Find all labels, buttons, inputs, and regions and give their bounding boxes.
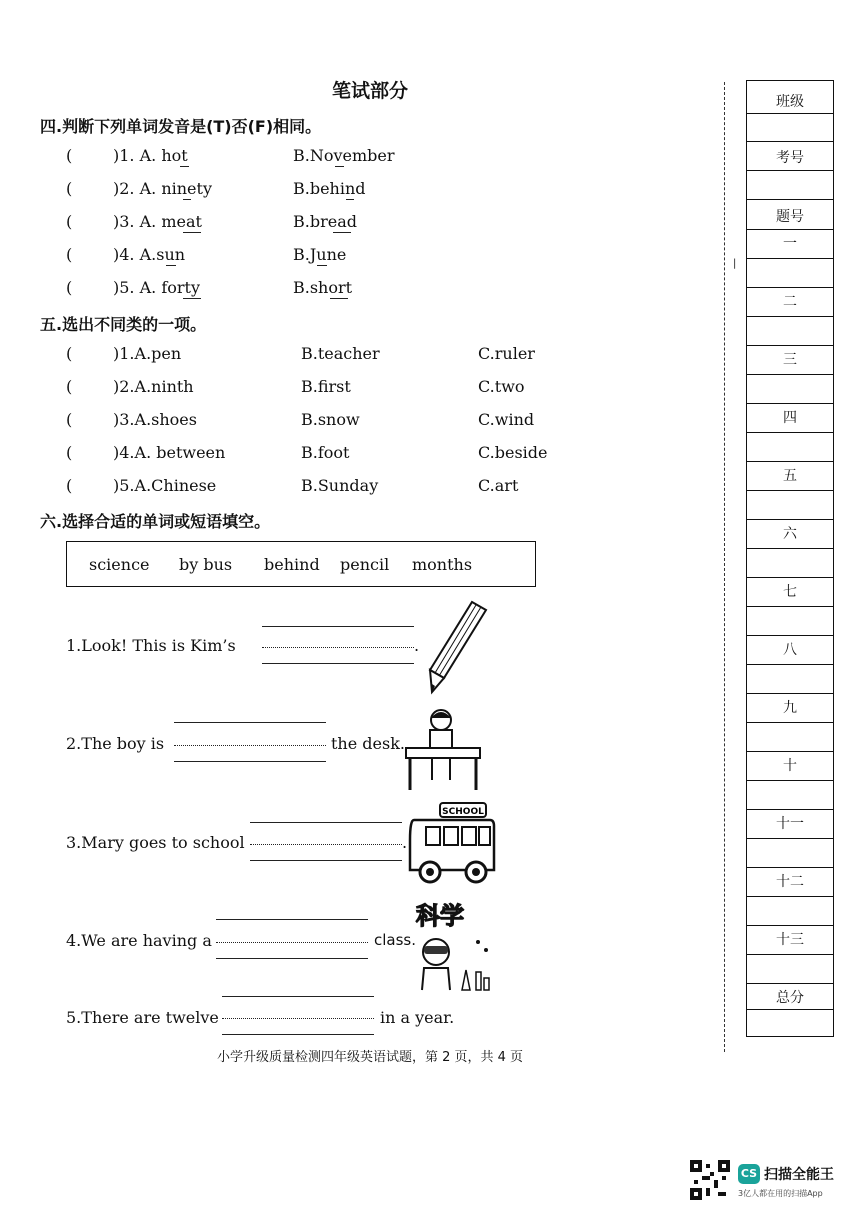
table-rule: [747, 113, 833, 114]
q5-text: 5.There are twelve: [66, 1008, 219, 1027]
s5-item-5-c: C.art: [478, 476, 519, 495]
table-rule: [747, 258, 833, 259]
answer-paren: (: [66, 476, 73, 495]
school-bus-illustration: [406, 800, 498, 886]
answer-paren: (: [66, 344, 73, 363]
s4-item-1-b: B.November: [293, 146, 395, 165]
s5-item-1-b: B.teacher: [301, 344, 380, 363]
answer-paren: (: [66, 443, 73, 462]
s4-item-4-a: )4. A.sun: [113, 245, 186, 264]
s4-item-2-b: B.behind: [293, 179, 366, 198]
s5-item-4-c: C.beside: [478, 443, 548, 462]
label-exam-number: 考号: [776, 150, 804, 166]
table-rule: [747, 809, 833, 810]
answer-line: [216, 919, 368, 920]
period: .: [414, 636, 420, 655]
label-q11: 十一: [776, 816, 804, 832]
answer-blank-4[interactable]: [216, 942, 368, 943]
table-rule: [747, 867, 833, 868]
scanner-app-name: 扫描全能王: [764, 1167, 834, 1183]
letter-underline: [166, 265, 176, 266]
table-rule: [747, 461, 833, 462]
q5-text-end: in a year.: [380, 1008, 455, 1027]
score-table: [746, 80, 834, 1037]
table-rule: [747, 577, 833, 578]
table-rule: [747, 751, 833, 752]
letter-underline: [317, 265, 327, 266]
s5-item-1-c: C.ruler: [478, 344, 535, 363]
qr-code-icon: [690, 1160, 730, 1200]
binding-line: [724, 82, 725, 1052]
table-rule: [747, 345, 833, 346]
table-rule: [747, 403, 833, 404]
section-4-heading: 四.判断下列单词发音是(T)否(F)相同。: [40, 117, 322, 136]
s5-item-5-b: B.Sunday: [301, 476, 379, 495]
letter-underline: [330, 298, 348, 299]
answer-line: [216, 958, 368, 959]
table-rule: [747, 693, 833, 694]
answer-blank-3[interactable]: [250, 844, 402, 845]
s4-item-5-b: B.short: [293, 278, 353, 297]
table-rule: [747, 374, 833, 375]
bus-sign-text: SCHOOL: [442, 807, 484, 817]
label-question-number: 题号: [776, 209, 804, 225]
q1-text: 1.Look! This is Kim’s: [66, 636, 236, 655]
q2-text: 2.The boy is: [66, 734, 165, 753]
letter-underline: [183, 199, 191, 200]
label-total: 总分: [776, 990, 804, 1006]
s4-item-2-a: )2. A. ninety: [113, 179, 212, 198]
table-rule: [747, 635, 833, 636]
q4-text: 4.We are having a: [66, 931, 212, 950]
letter-underline: [180, 166, 189, 167]
word-bank-item: by bus: [179, 555, 233, 574]
word-bank-item: behind: [264, 555, 320, 574]
table-rule: [747, 664, 833, 665]
label-q8: 八: [783, 642, 797, 658]
s5-item-4-a: )4.A. between: [113, 443, 226, 462]
s4-item-3-b: B.bread: [293, 212, 357, 231]
label-q3: 三: [783, 352, 797, 368]
letter-underline: [183, 298, 201, 299]
s5-item-2-a: )2.A.ninth: [113, 377, 194, 396]
table-rule: [747, 606, 833, 607]
s5-item-4-b: B.foot: [301, 443, 350, 462]
section-6-heading: 六.选择合适的单词或短语填空。: [40, 512, 271, 531]
label-q6: 六: [783, 526, 797, 542]
word-bank: [66, 541, 536, 587]
label-q9: 九: [783, 700, 797, 716]
table-rule: [747, 519, 833, 520]
table-rule: [747, 780, 833, 781]
s4-item-1-a: )1. A. hot: [113, 146, 188, 165]
word-bank-item: months: [412, 555, 473, 574]
q3-text: 3.Mary goes to school: [66, 833, 245, 852]
letter-underline: [333, 232, 351, 233]
table-rule: [747, 199, 833, 200]
period: .: [402, 833, 408, 852]
label-q12: 十二: [776, 874, 804, 890]
answer-paren: (: [66, 179, 73, 198]
page-title: 笔试部分: [331, 80, 408, 102]
word-bank-item: pencil: [340, 555, 390, 574]
binding-tick: |: [733, 258, 737, 269]
table-rule: [747, 316, 833, 317]
s5-item-1-a: )1.A.pen: [113, 344, 182, 363]
answer-blank-1[interactable]: [262, 647, 414, 648]
s4-item-3-a: )3. A. meat: [113, 212, 202, 231]
s5-item-3-b: B.snow: [301, 410, 360, 429]
table-rule: [747, 229, 833, 230]
label-q13: 十三: [776, 932, 804, 948]
label-q4: 四: [783, 410, 797, 426]
table-rule: [747, 1009, 833, 1010]
answer-paren: (: [66, 377, 73, 396]
answer-line: [174, 722, 326, 723]
table-rule: [747, 722, 833, 723]
word-bank-item: science: [89, 555, 150, 574]
label-class: 班级: [776, 94, 804, 110]
s5-item-2-c: C.two: [478, 377, 525, 396]
s4-item-4-b: B.June: [293, 245, 347, 264]
boy-desk-illustration: [402, 706, 484, 792]
s4-item-5-a: )5. A. forty: [113, 278, 200, 297]
table-rule: [747, 287, 833, 288]
q4-text-end: class.: [374, 931, 417, 949]
answer-blank-5[interactable]: [222, 1018, 374, 1019]
answer-line: [222, 1034, 374, 1035]
table-rule: [747, 954, 833, 955]
table-rule: [747, 838, 833, 839]
answer-paren: (: [66, 212, 73, 231]
s5-item-3-c: C.wind: [478, 410, 535, 429]
letter-underline: [335, 166, 344, 167]
s5-item-5-a: )5.A.Chinese: [113, 476, 217, 495]
answer-line: [262, 626, 414, 627]
answer-paren: (: [66, 245, 73, 264]
section-5-heading: 五.选出不同类的一项。: [40, 315, 207, 334]
table-rule: [747, 896, 833, 897]
label-q7: 七: [783, 584, 797, 600]
page-footer: 小学升级质量检测四年级英语试题，第 2 页，共 4 页: [216, 1050, 524, 1065]
answer-paren: (: [66, 410, 73, 429]
letter-underline: [346, 199, 354, 200]
table-rule: [747, 141, 833, 142]
answer-line: [222, 996, 374, 997]
answer-line: [262, 663, 414, 664]
table-rule: [747, 925, 833, 926]
letter-underline: [183, 232, 201, 233]
table-rule: [747, 170, 833, 171]
table-rule: [747, 548, 833, 549]
label-q5: 五: [783, 468, 797, 484]
scanner-tagline: 3亿人都在用的扫描App: [738, 1189, 823, 1198]
s5-item-3-a: )3.A.shoes: [113, 410, 197, 429]
answer-line: [250, 860, 402, 861]
label-q1: 一: [783, 236, 797, 252]
answer-line: [174, 761, 326, 762]
answer-paren: (: [66, 146, 73, 165]
q2-text-end: the desk.: [331, 734, 405, 753]
table-rule: [747, 983, 833, 984]
table-rule: [747, 432, 833, 433]
table-rule: [747, 490, 833, 491]
s5-item-2-b: B.first: [301, 377, 351, 396]
science-illustration: [412, 896, 498, 992]
answer-paren: (: [66, 278, 73, 297]
label-q10: 十: [783, 758, 797, 774]
answer-blank-2[interactable]: [174, 745, 326, 746]
answer-line: [250, 822, 402, 823]
pencil-illustration: [420, 596, 492, 696]
scanner-logo-icon: CS: [738, 1164, 760, 1184]
science-title-text: 科学: [416, 902, 464, 930]
label-q2: 二: [783, 294, 797, 310]
